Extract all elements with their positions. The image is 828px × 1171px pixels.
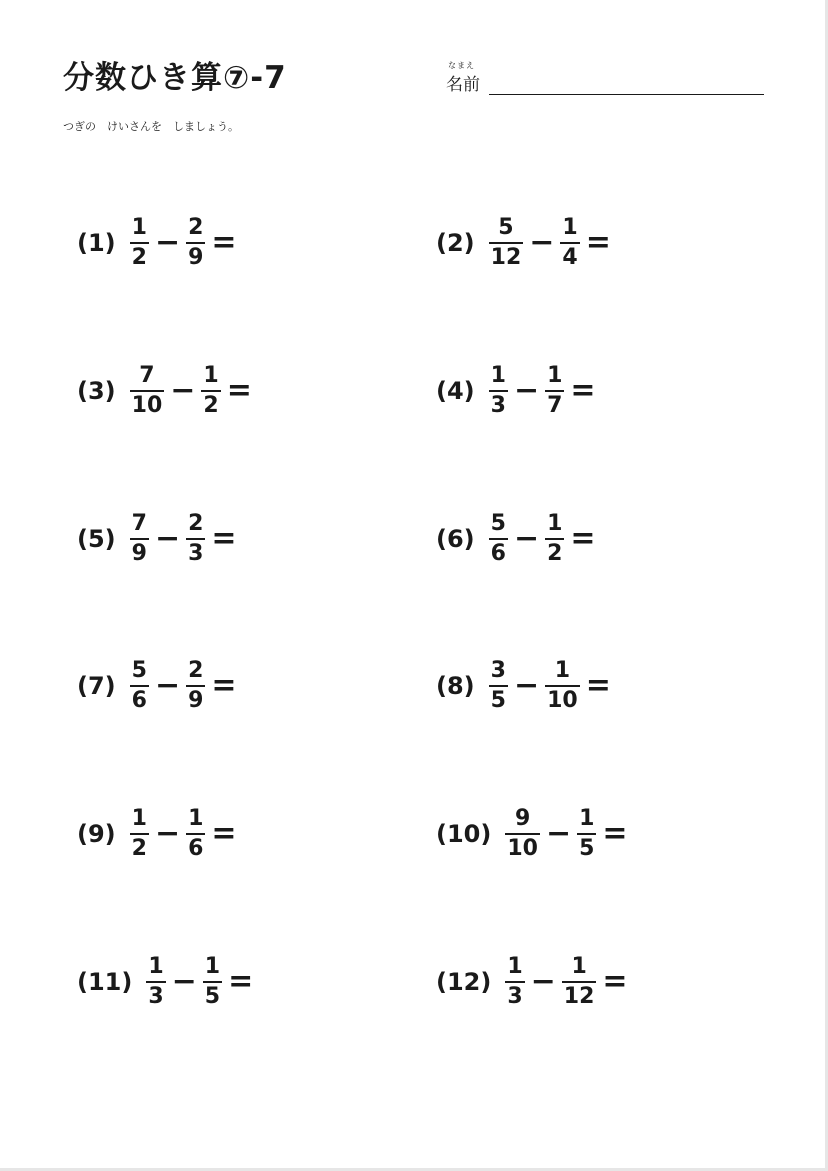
- denominator: 12: [562, 981, 597, 1008]
- numerator: 2: [188, 658, 204, 683]
- problem-number: (6): [436, 525, 475, 553]
- denominator: 5: [577, 833, 596, 860]
- problem-number: (3): [77, 377, 116, 405]
- denominator: 5: [489, 685, 508, 712]
- name-label: 名前: [446, 75, 480, 95]
- problem-item: [436, 509, 596, 569]
- numerator: 1: [571, 954, 587, 979]
- minus-sign: −: [170, 373, 196, 408]
- minus-sign: −: [154, 816, 181, 851]
- name-write-line[interactable]: [489, 94, 764, 95]
- numerator: 1: [547, 511, 563, 536]
- denominator: 2: [130, 242, 149, 269]
- numerator: 5: [490, 511, 506, 536]
- numerator: 1: [131, 215, 147, 240]
- equals-sign: =: [602, 816, 628, 851]
- fraction-a: [505, 956, 524, 1008]
- numerator: 1: [148, 954, 164, 979]
- numerator: 5: [498, 215, 514, 240]
- problem-number: (1): [77, 229, 116, 257]
- numerator: 1: [204, 954, 221, 979]
- minus-sign: −: [513, 521, 540, 556]
- equals-sign: =: [211, 225, 237, 260]
- problem-item: [77, 656, 237, 716]
- numerator: 2: [188, 511, 204, 536]
- equals-sign: =: [570, 373, 596, 408]
- equals-sign: =: [226, 373, 252, 408]
- numerator: 1: [547, 363, 563, 388]
- fraction-b: [186, 808, 205, 860]
- numerator: 3: [490, 658, 506, 683]
- numerator: 7: [139, 363, 155, 388]
- denominator: 2: [130, 833, 149, 860]
- problem-item: [436, 952, 628, 1012]
- minus-sign: −: [529, 225, 555, 260]
- denominator: 6: [186, 833, 205, 860]
- equals-sign: =: [585, 668, 611, 703]
- numerator: 9: [515, 806, 531, 831]
- problem-item: [77, 804, 237, 864]
- fraction-a: [130, 365, 165, 417]
- fraction-b: [545, 365, 564, 417]
- denominator: 4: [560, 242, 579, 269]
- problem-item: [436, 213, 611, 273]
- minus-sign: −: [545, 816, 572, 851]
- denominator: 9: [186, 242, 205, 269]
- numerator: 7: [131, 511, 147, 536]
- denominator: 10: [545, 685, 580, 712]
- fraction-a: [489, 217, 524, 269]
- fraction-a: [146, 956, 165, 1008]
- fraction-a: [489, 365, 508, 417]
- fraction-a: [130, 808, 149, 860]
- minus-sign: −: [154, 225, 181, 260]
- denominator: 2: [201, 390, 220, 417]
- equals-sign: =: [228, 964, 254, 999]
- denominator: 9: [186, 685, 205, 712]
- denominator: 2: [545, 538, 564, 565]
- denominator: 10: [130, 390, 165, 417]
- problem-number: (8): [436, 672, 475, 700]
- denominator: 3: [505, 981, 524, 1008]
- minus-sign: −: [171, 964, 197, 999]
- problem-number: (7): [77, 672, 116, 700]
- fraction-b: [560, 217, 579, 269]
- problem-item: [436, 361, 596, 421]
- numerator: 1: [203, 363, 219, 388]
- denominator: 3: [146, 981, 165, 1008]
- problem-item: [436, 656, 611, 716]
- denominator: 3: [489, 390, 508, 417]
- instruction-text: つぎの けいさんを しましょう。: [63, 120, 239, 133]
- fraction-b: [203, 956, 222, 1008]
- fraction-a: [130, 660, 149, 712]
- numerator: 1: [579, 806, 595, 831]
- problem-item: [77, 361, 252, 421]
- minus-sign: −: [530, 964, 556, 999]
- fraction-b: [545, 660, 580, 712]
- fraction-b: [186, 513, 205, 565]
- denominator: 9: [130, 538, 149, 565]
- fraction-a: [130, 513, 149, 565]
- fraction-b: [186, 217, 205, 269]
- denominator: 7: [545, 390, 564, 417]
- problem-number: (2): [436, 229, 475, 257]
- minus-sign: −: [513, 668, 540, 703]
- equals-sign: =: [585, 225, 611, 260]
- minus-sign: −: [154, 668, 181, 703]
- equals-sign: =: [211, 521, 237, 556]
- numerator: 1: [562, 215, 578, 240]
- problem-number: (5): [77, 525, 116, 553]
- numerator: 1: [554, 658, 571, 683]
- fraction-b: [186, 660, 205, 712]
- problem-item: [77, 509, 237, 569]
- equals-sign: =: [211, 668, 237, 703]
- denominator: 12: [489, 242, 524, 269]
- problem-number: (11): [77, 968, 133, 996]
- fraction-a: [489, 513, 508, 565]
- fraction-b: [577, 808, 596, 860]
- denominator: 5: [203, 981, 222, 1008]
- minus-sign: −: [154, 521, 181, 556]
- numerator: 1: [490, 363, 506, 388]
- numerator: 1: [131, 806, 147, 831]
- problem-number: (4): [436, 377, 475, 405]
- denominator: 10: [505, 833, 540, 860]
- minus-sign: −: [513, 373, 540, 408]
- fraction-a: [489, 660, 508, 712]
- numerator: 5: [131, 658, 147, 683]
- problem-item: [436, 804, 628, 864]
- fraction-b: [545, 513, 564, 565]
- equals-sign: =: [602, 964, 628, 999]
- denominator: 3: [186, 538, 205, 565]
- fraction-b: [201, 365, 220, 417]
- numerator: 1: [507, 954, 523, 979]
- problem-number: (10): [436, 820, 492, 848]
- problem-item: [77, 213, 237, 273]
- equals-sign: =: [570, 521, 596, 556]
- denominator: 6: [130, 685, 149, 712]
- worksheet-title: 分数ひき算⑦-7: [63, 60, 287, 96]
- fraction-a: [130, 217, 149, 269]
- fraction-a: [505, 808, 540, 860]
- fraction-b: [562, 956, 597, 1008]
- name-ruby: なまえ: [448, 61, 475, 70]
- problem-number: (9): [77, 820, 116, 848]
- problem-number: (12): [436, 968, 492, 996]
- problem-item: [77, 952, 253, 1012]
- equals-sign: =: [211, 816, 237, 851]
- denominator: 6: [489, 538, 508, 565]
- name-field[interactable]: [446, 60, 766, 100]
- numerator: 2: [188, 215, 204, 240]
- numerator: 1: [188, 806, 204, 831]
